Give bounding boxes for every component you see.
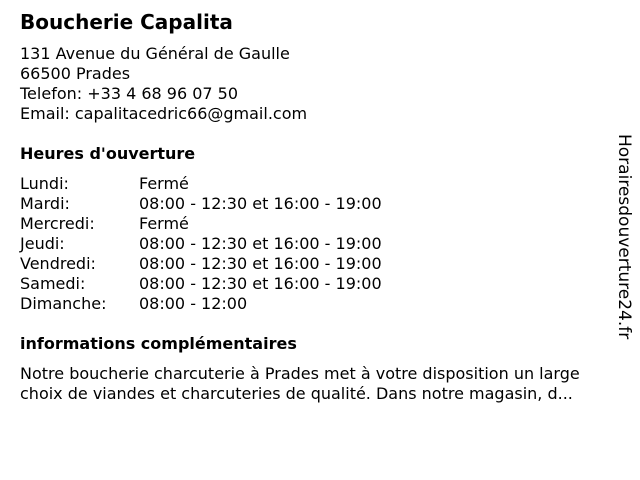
contact-block xyxy=(20,44,307,124)
address-street: 131 Avenue du Général de Gaulle xyxy=(20,44,290,63)
description-line: Notre boucherie charcuterie à Prades met à votre disposition un large xyxy=(20,364,580,383)
hours-day: Lundi: xyxy=(20,174,69,193)
additional-info-heading: informations complémentaires xyxy=(20,334,297,353)
hours-day: Jeudi: xyxy=(20,234,65,253)
hours-time: Fermé xyxy=(139,214,189,233)
hours-time: 08:00 - 12:30 et 16:00 - 19:00 xyxy=(139,274,382,293)
watermark-text: Horairesdouverture24.fr xyxy=(614,134,634,340)
site-watermark xyxy=(612,134,636,346)
hours-time: 08:00 - 12:30 et 16:00 - 19:00 xyxy=(139,194,382,213)
hours-time: Fermé xyxy=(139,174,189,193)
opening-hours-heading: Heures d'ouverture xyxy=(20,144,196,163)
hours-time: 08:00 - 12:30 et 16:00 - 19:00 xyxy=(139,234,382,253)
hours-day: Vendredi: xyxy=(20,254,96,273)
description-line: choix de viandes et charcuteries de qualité. Dans notre magasin, d... xyxy=(20,384,573,403)
email-address: Email: capalitacedric66@gmail.com xyxy=(20,104,308,123)
phone-number: Telefon: +33 4 68 96 07 50 xyxy=(20,84,239,103)
hours-day: Mardi: xyxy=(20,194,70,213)
hours-day: Samedi: xyxy=(20,274,86,293)
hours-time: 08:00 - 12:30 et 16:00 - 19:00 xyxy=(139,254,382,273)
hours-time: 08:00 - 12:00 xyxy=(139,294,248,313)
hours-day: Dimanche: xyxy=(20,294,107,313)
hours-day: Mercredi: xyxy=(20,214,95,233)
business-description xyxy=(20,364,630,404)
business-name: Boucherie Capalita xyxy=(20,10,233,34)
address-city: 66500 Prades xyxy=(20,64,131,83)
